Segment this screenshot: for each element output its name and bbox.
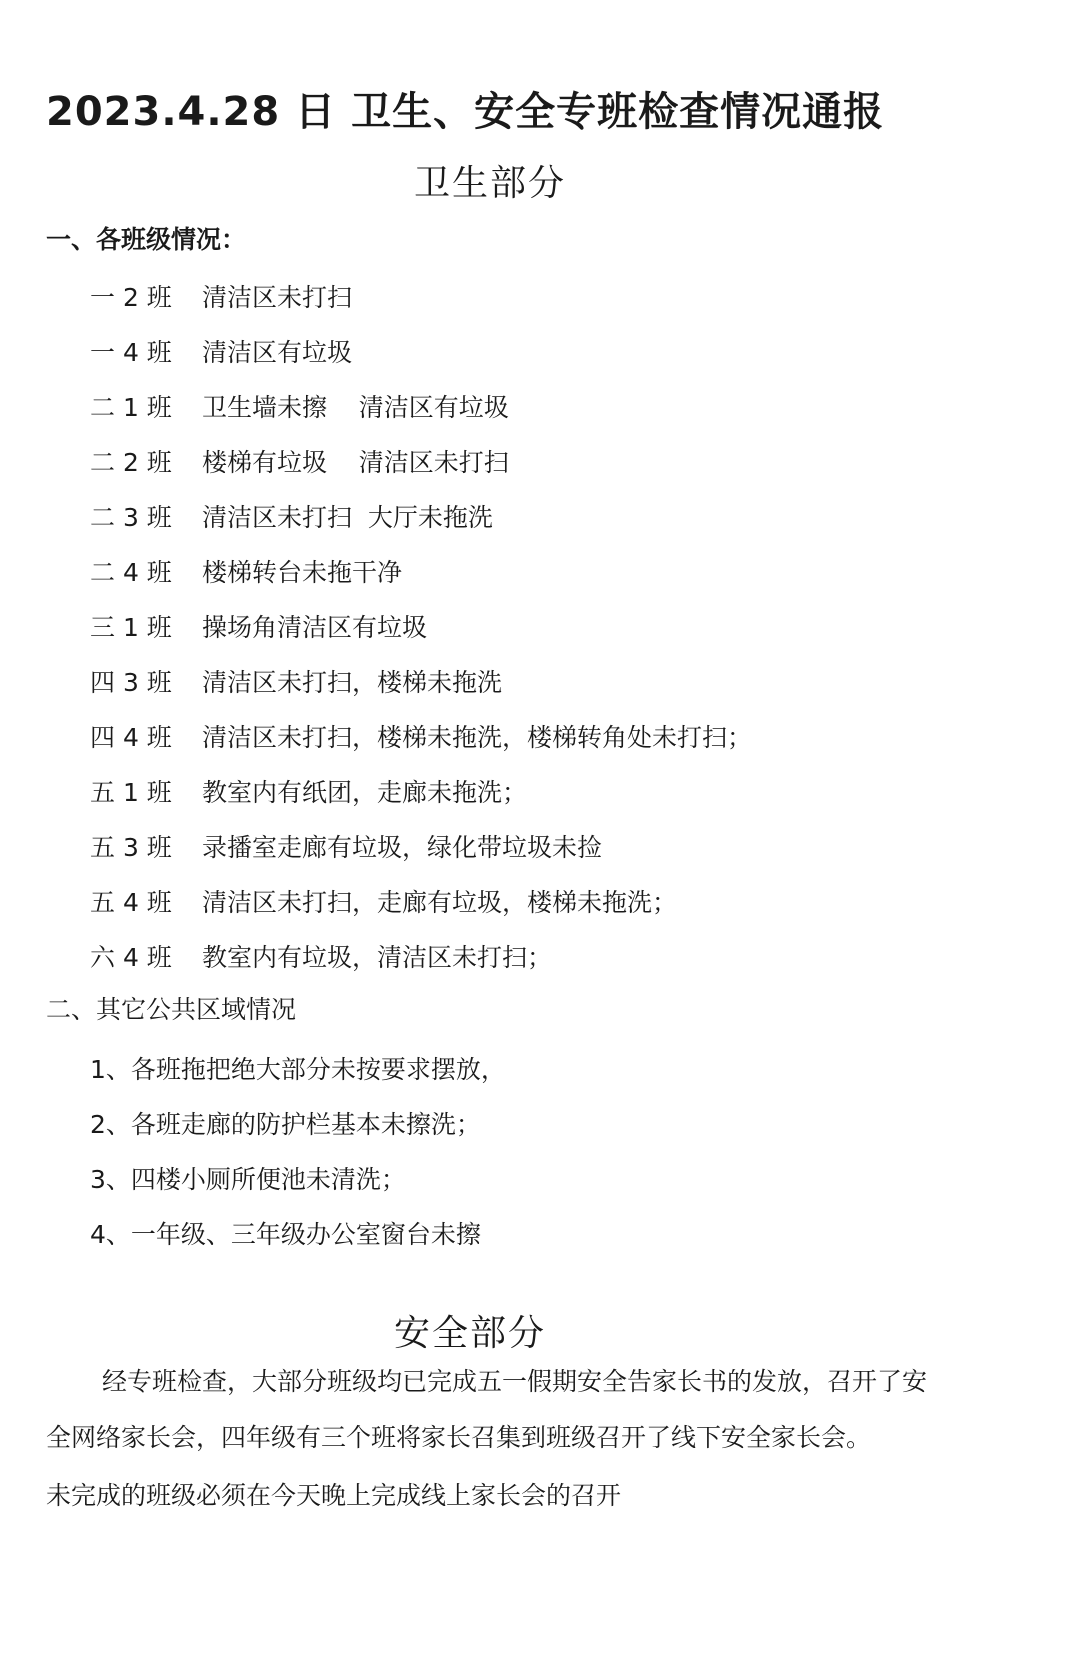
hygiene-section-title: 卫生部分 (413, 163, 566, 204)
safety-paragraph-line: 全网络家长会，四年级有三个班将家长召集到班级召开了线下安全家长会。 (46, 1423, 872, 1452)
class-issue-text: 清洁区未打扫，楼梯未拖洗，楼梯转角处未打扫； (202, 722, 753, 752)
class-name: 四 3 班 (90, 667, 172, 697)
class-name: 六 4 班 (90, 942, 172, 972)
public-issue-list (90, 1040, 506, 1260)
public-issue-item: 2、各班走廊的防护栏基本未擦洗； (90, 1109, 481, 1139)
public-issue-item: 3、四楼小厕所便池未清洗； (90, 1164, 406, 1194)
class-issue-row (90, 928, 752, 983)
public-issue-item: 4、一年级、三年级办公室窗台未擦 (90, 1219, 481, 1249)
class-issue-text: 教室内有纸团，走廊未拖洗； (202, 777, 528, 807)
public-areas-heading: 二、其它公共区域情况 (46, 995, 297, 1024)
public-issue-item: 1、各班拖把绝大部分未按要求摆放， (90, 1054, 506, 1084)
class-issue-text: 录播室走廊有垃圾，绿化带垃圾未捡 (202, 832, 603, 862)
class-issue-row (90, 433, 752, 488)
class-issue-row (90, 818, 752, 873)
class-issue-text: 卫生墙未擦 清洁区有垃圾 (202, 392, 509, 422)
class-issue-text: 清洁区未打扫 (202, 282, 353, 312)
class-name: 五 4 班 (90, 887, 172, 917)
safety-paragraph-line: 经专班检查，大部分班级均已完成五一假期安全告家长书的发放，召开了安 (102, 1367, 928, 1396)
class-issue-row (90, 378, 752, 433)
class-issue-text: 操场角清洁区有垃圾 (202, 612, 428, 642)
class-name: 二 3 班 (90, 502, 172, 532)
class-name: 三 1 班 (90, 612, 172, 642)
class-issue-list (90, 268, 752, 983)
safety-note-line: 未完成的班级必须在今天晚上完成线上家长会的召开 (46, 1481, 622, 1510)
class-name: 一 2 班 (90, 282, 172, 312)
class-issue-row (90, 873, 752, 928)
class-issue-row (90, 323, 752, 378)
safety-section-title: 安全部分 (393, 1313, 546, 1354)
class-name: 二 2 班 (90, 447, 172, 477)
class-name: 二 1 班 (90, 392, 172, 422)
class-issue-row (90, 653, 752, 708)
class-name: 五 1 班 (90, 777, 172, 807)
document-title: 2023.4.28 日 卫生、安全专班检查情况通报 (46, 89, 885, 135)
class-name: 四 4 班 (90, 722, 172, 752)
class-issue-text: 清洁区有垃圾 (202, 337, 353, 367)
classes-heading: 一、各班级情况： (46, 225, 247, 254)
class-issue-row (90, 598, 752, 653)
class-issue-row (90, 488, 752, 543)
class-issue-row (90, 268, 752, 323)
class-issue-text: 清洁区未打扫，楼梯未拖洗 (202, 667, 503, 697)
class-issue-text: 教室内有垃圾，清洁区未打扫； (202, 942, 553, 972)
class-issue-row (90, 543, 752, 598)
class-issue-text: 清洁区未打扫，走廊有垃圾，楼梯未拖洗； (202, 887, 678, 917)
class-issue-text: 清洁区未打扫 大厅未拖洗 (202, 502, 493, 532)
class-issue-text: 楼梯有垃圾 清洁区未打扫 (202, 447, 509, 477)
class-issue-row (90, 708, 752, 763)
class-issue-text: 楼梯转台未拖干净 (202, 557, 403, 587)
class-name: 二 4 班 (90, 557, 172, 587)
class-name: 一 4 班 (90, 337, 172, 367)
class-issue-row (90, 763, 752, 818)
class-name: 五 3 班 (90, 832, 172, 862)
